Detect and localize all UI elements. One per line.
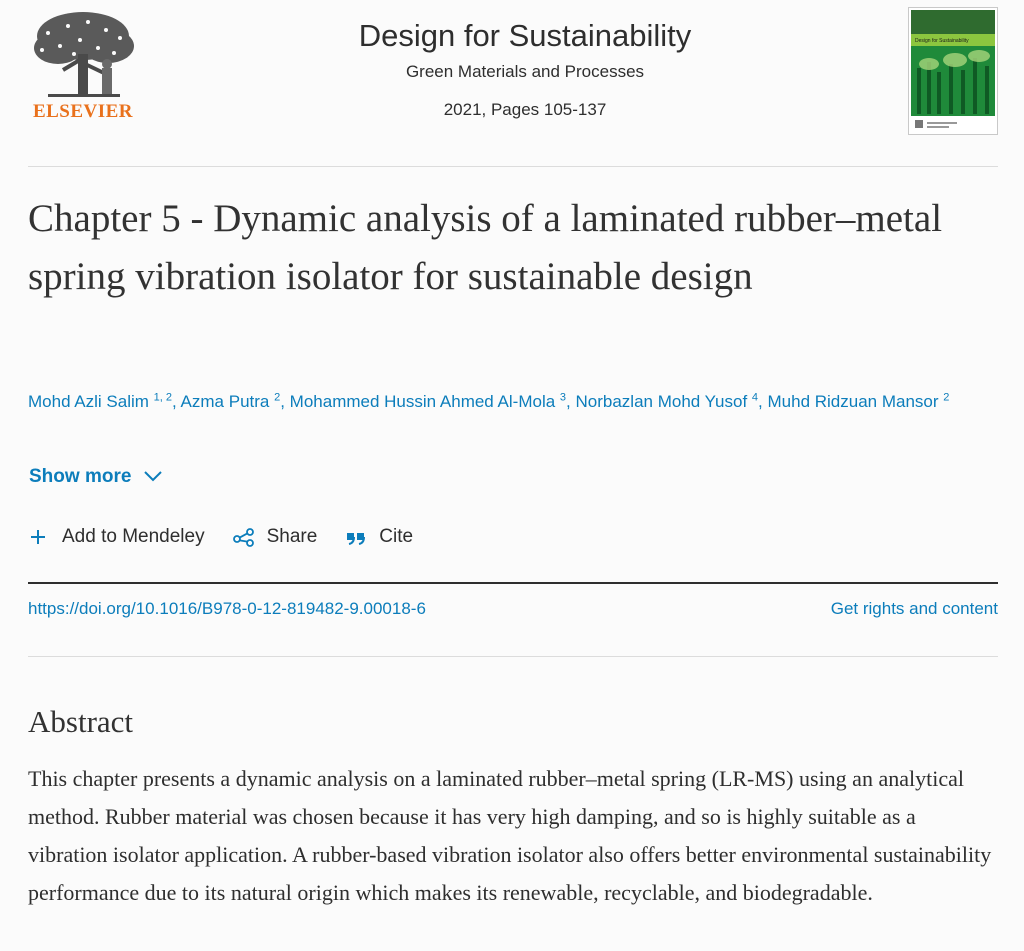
share-label: Share	[266, 526, 318, 547]
cite-label: Cite	[379, 526, 414, 547]
add-to-mendeley-button[interactable]	[28, 526, 205, 548]
affiliation-ref: 3	[559, 391, 567, 404]
quote-icon	[345, 527, 365, 547]
author-link[interactable]	[768, 392, 950, 411]
affiliation-ref: 2	[274, 391, 281, 404]
abstract-text: This chapter presents a dynamic analysis on a laminated rubber–metal spring (LR-MS) using an analytical method. Rubber material was chosen because it has very high damping, and so is highly suitable as a vibration isolator application. A rubber-based vibration isolator also offers better environmental sustainability performance due to its natural origin which makes its renewable, recyclable, and biodegradable.	[28, 766, 992, 905]
book-cover-thumbnail[interactable]	[908, 7, 998, 135]
author-name: Azma Putra	[180, 392, 270, 411]
author-name: Muhd Ridzuan Mansor	[767, 392, 939, 411]
journal-subtitle: Green Materials and Processes	[405, 62, 645, 81]
journal-title[interactable]: Design for Sustainability	[358, 18, 692, 53]
affiliation-ref: 1, 2	[153, 391, 173, 404]
cite-button[interactable]	[345, 526, 413, 548]
author-link[interactable]	[576, 392, 759, 411]
doi-link[interactable]: https://doi.org/10.1016/B978-0-12-819482-9.00018-6	[28, 599, 426, 618]
journal-info	[300, 14, 750, 120]
author-link[interactable]	[181, 392, 281, 411]
show-more-button[interactable]	[29, 466, 163, 488]
actions-divider	[28, 582, 998, 584]
show-more-label: Show more	[29, 466, 132, 487]
header-divider	[28, 166, 998, 167]
author-name: Norbazlan Mohd Yusof	[575, 392, 748, 411]
author-link[interactable]	[28, 392, 172, 411]
author-link[interactable]	[290, 392, 566, 411]
journal-pages: 2021, Pages 105-137	[443, 100, 607, 119]
mendeley-label: Add to Mendeley	[62, 526, 205, 547]
doi-divider	[28, 656, 998, 657]
author-list: Mohd Azli Salim $^{1, 2}$, Azma Putra $^2$, Mohammed Hussin Ahmed Al-Mola $^3$, Norbazlan Mohd Yusof $^4$, Muhd Ridzuan Mansor $^2$	[28, 391, 950, 411]
abstract-heading: Abstract	[28, 704, 134, 739]
affiliation-ref: 4	[751, 391, 759, 404]
author-name: Mohd Azli Salim	[28, 392, 149, 411]
author-name: Mohammed Hussin Ahmed Al-Mola	[289, 392, 556, 411]
affiliation-ref: 2	[943, 391, 950, 404]
publisher-name: ELSEVIER	[32, 101, 134, 122]
share-button[interactable]	[233, 526, 318, 548]
chevron-down-icon	[143, 466, 163, 488]
plus-icon	[28, 527, 48, 547]
get-rights-link[interactable]: Get rights and content	[830, 599, 998, 618]
chapter-title: Chapter 5 - Dynamic analysis of a laminated rubber–metal spring vibration isolator for sustainable design	[28, 197, 943, 298]
article-actions	[28, 526, 441, 548]
share-icon	[233, 527, 253, 547]
cover-title: Design for Sustainability	[915, 38, 969, 44]
